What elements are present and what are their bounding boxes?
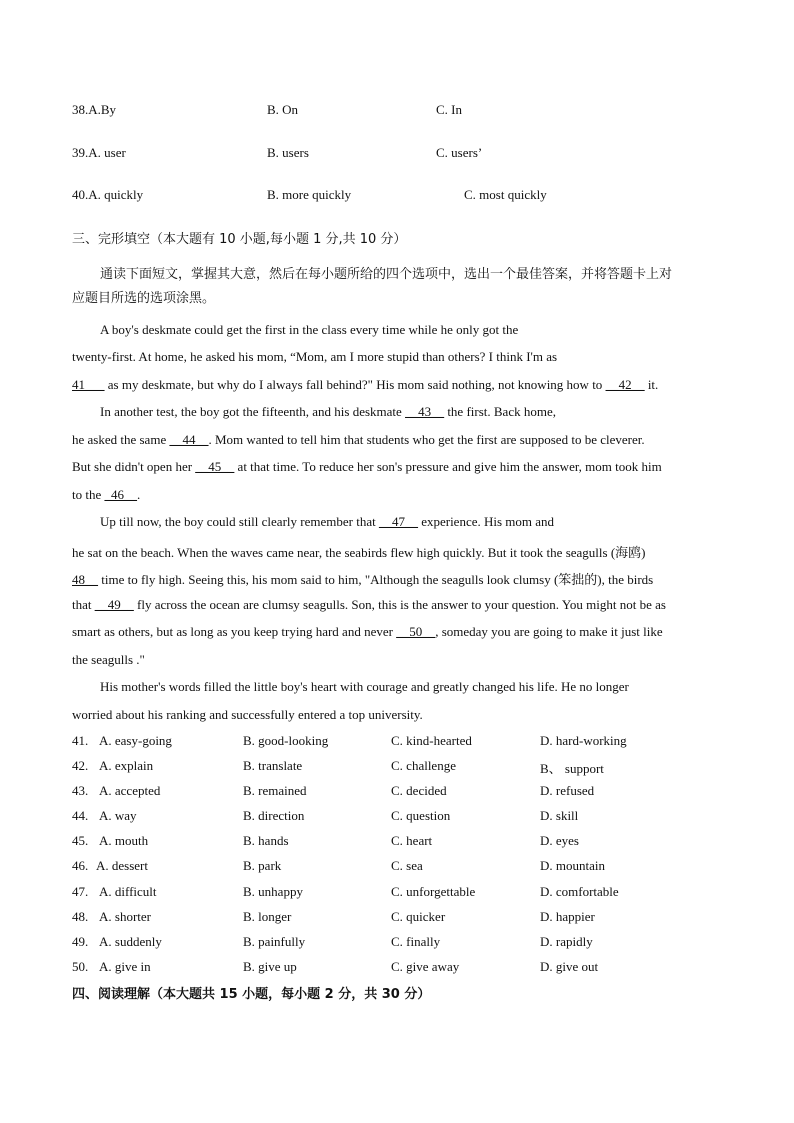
passage-text: fly across the ocean are clumsy seagulls. Son, this is the answer to your question. You might not be as (133, 597, 666, 612)
question-39-option-a: 39.A. user (72, 145, 126, 160)
option-a: A. suddenly (99, 934, 162, 949)
passage-line (72, 487, 140, 503)
option-b: B. give up (243, 959, 297, 974)
question-39-row (0, 145, 794, 165)
passage-text: But she didn't open her (72, 459, 196, 474)
passage-text: time to fly high. Seeing this, his mom said to him, "Although the seagulls look clumsy (笨拙的), the birds (98, 572, 654, 587)
blank-49: __49__ (94, 597, 134, 612)
question-38-row (0, 102, 794, 122)
option-a: A. shorter (99, 909, 151, 924)
option-d: D. hard-working (540, 733, 627, 748)
option-c: C. decided (391, 783, 447, 798)
option-b: B. remained (243, 783, 307, 798)
option-number: 47. (72, 884, 89, 899)
option-b: B. longer (243, 909, 292, 924)
passage-text: it. (644, 377, 659, 392)
option-b: B. good-looking (243, 733, 329, 748)
passage-line (72, 569, 653, 588)
option-number: 46. (72, 858, 89, 873)
option-d: D. happier (540, 909, 595, 924)
option-d: D. mountain (540, 858, 605, 873)
option-a: A. easy-going (99, 733, 172, 748)
passage-line (72, 377, 658, 393)
blank-41: 41___ (72, 377, 105, 392)
option-a: A. dessert (96, 858, 148, 873)
passage-text: . (137, 487, 141, 502)
option-c: C. question (391, 808, 451, 823)
option-b: B. park (243, 858, 282, 873)
passage-text: he asked the same (72, 432, 170, 447)
option-b: B. unhappy (243, 884, 303, 899)
option-number: 50. (72, 959, 89, 974)
blank-42: __42__ (605, 377, 645, 392)
option-row-50 (0, 959, 794, 979)
option-a: A. way (99, 808, 137, 823)
option-b: B. translate (243, 758, 303, 773)
option-number: 44. (72, 808, 89, 823)
option-d: D. rapidly (540, 934, 593, 949)
section-4-heading: 四、阅读理解（本大题共 15 小题，每小题 2 分，共 30 分） (72, 987, 431, 1002)
passage-text: . Mom wanted to tell him that students who get the first are supposed to be cleverer. (208, 432, 645, 447)
option-row-45 (0, 833, 794, 853)
passage-line (72, 459, 662, 475)
question-38-option-c: C. In (436, 102, 462, 117)
blank-48: 48__ (72, 572, 98, 587)
question-38-option-a: 38.A.By (72, 102, 117, 117)
passage-line: he sat on the beach. When the waves came near, the seabirds flew high quickly. But it took the seagulls (海鸥) (72, 545, 646, 560)
section-3-instruction-line-1: 通读下面短文，掌握其大意，然后在每小题所给的四个选项中，选出一个最佳答案，并将答题卡上对 (100, 267, 673, 282)
option-d: B、 support (540, 761, 604, 776)
option-row-44 (0, 808, 794, 828)
option-d: D. give out (540, 959, 599, 974)
passage-line: His mother's words filled the little boy's heart with courage and greatly changed his life. He no longer (100, 679, 629, 694)
option-c: C. challenge (391, 758, 456, 773)
passage-text: , someday you are going to make it just like (435, 624, 663, 639)
passage-text: to the (72, 487, 105, 502)
passage-line: worried about his ranking and successfully entered a top university. (72, 707, 423, 722)
section-3-heading: 三、完形填空（本大题有 10 小题,每小题 1 分,共 10 分） (72, 232, 407, 247)
option-number: 43. (72, 783, 89, 798)
option-row-42 (0, 758, 794, 778)
option-a: A. difficult (99, 884, 157, 899)
option-a: A. give in (99, 959, 151, 974)
passage-line (72, 624, 663, 640)
passage-line (72, 432, 645, 448)
option-number: 49. (72, 934, 89, 949)
blank-50: __50__ (396, 624, 436, 639)
option-c: C. heart (391, 833, 433, 848)
option-row-46 (0, 858, 794, 878)
option-row-43 (0, 783, 794, 803)
option-c: C. give away (391, 959, 460, 974)
option-d: D. refused (540, 783, 595, 798)
passage-line: A boy's deskmate could get the first in the class every time while he only got the (100, 322, 519, 337)
option-a: A. accepted (99, 783, 161, 798)
question-40-row (0, 187, 794, 207)
passage-line (100, 404, 556, 420)
passage-text: smart as others, but as long as you keep trying hard and never (72, 624, 397, 639)
option-a: A. explain (99, 758, 154, 773)
option-c: C. finally (391, 934, 441, 949)
option-number: 42. (72, 758, 89, 773)
question-40-option-c: C. most quickly (464, 187, 547, 202)
passage-text: the first. Back home, (444, 404, 556, 419)
passage-text: In another test, the boy got the fifteenth, and his deskmate (100, 404, 406, 419)
passage-text: that (72, 597, 95, 612)
option-c: C. unforgettable (391, 884, 476, 899)
option-c: C. quicker (391, 909, 446, 924)
option-c: C. kind-hearted (391, 733, 472, 748)
option-number: 48. (72, 909, 89, 924)
question-38-option-b: B. On (267, 102, 299, 117)
question-40-option-a: 40.A. quickly (72, 187, 144, 202)
passage-line (72, 597, 666, 613)
blank-47: __47__ (378, 514, 418, 529)
blank-43: __43__ (405, 404, 445, 419)
option-d: D. eyes (540, 833, 579, 848)
option-d: D. skill (540, 808, 579, 823)
option-b: B. painfully (243, 934, 306, 949)
section-3-instruction-line-2: 应题目所选的选项涂黑。 (72, 291, 216, 306)
option-row-41 (0, 733, 794, 753)
question-39-option-c: C. users’ (436, 145, 483, 160)
question-40-option-b: B. more quickly (267, 187, 352, 202)
passage-line: twenty-first. At home, he asked his mom, “Mom, am I more stupid than others? I think I'm as (72, 349, 558, 364)
passage-line: the seagulls ." (72, 652, 145, 667)
option-number: 45. (72, 833, 89, 848)
option-a: A. mouth (99, 833, 149, 848)
question-39-option-b: B. users (267, 145, 309, 160)
blank-46: _46__ (104, 487, 137, 502)
blank-44: __44__ (169, 432, 209, 447)
passage-text: as my deskmate, but why do I always fall behind?" His mom said nothing, not knowing how to (104, 377, 606, 392)
option-row-48 (0, 909, 794, 929)
option-b: B. hands (243, 833, 289, 848)
passage-text: experience. His mom and (417, 514, 555, 529)
option-number: 41. (72, 733, 89, 748)
option-c: C. sea (391, 858, 423, 873)
option-row-49 (0, 934, 794, 954)
option-row-47 (0, 884, 794, 904)
passage-text: Up till now, the boy could still clearly remember that (100, 514, 379, 529)
blank-45: __45__ (195, 459, 235, 474)
option-b: B. direction (243, 808, 305, 823)
passage-line (100, 514, 554, 530)
option-d: D. comfortable (540, 884, 619, 899)
passage-text: at that time. To reduce her son's pressure and give him the answer, mom took him (234, 459, 662, 474)
